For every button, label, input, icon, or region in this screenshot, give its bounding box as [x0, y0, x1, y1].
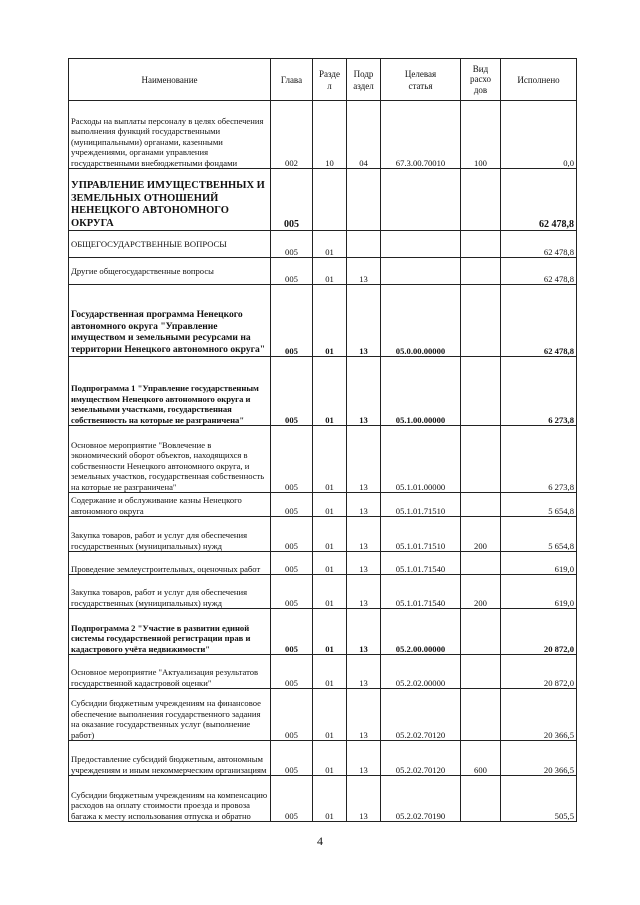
row-subsection: 13	[347, 609, 381, 655]
row-type	[461, 357, 501, 426]
row-section: 01	[313, 426, 347, 493]
row-type	[461, 426, 501, 493]
page-number: 4	[317, 834, 323, 848]
row-type	[461, 285, 501, 357]
row-chapter: 005	[271, 517, 313, 552]
table-row	[69, 493, 577, 517]
row-subsection: 13	[347, 517, 381, 552]
row-executed: 6 273,8	[501, 426, 577, 493]
row-subsection: 13	[347, 552, 381, 575]
row-type	[461, 689, 501, 741]
row-chapter: 005	[271, 655, 313, 689]
row-section: 10	[313, 101, 347, 169]
table-row	[69, 776, 577, 822]
row-name: Субсидии бюджетным учреждениям на компенсацию расходов на оплату стоимости проезда и провоза багажа к месту использования отпуска и обратно	[69, 776, 271, 822]
row-executed: 62 478,8	[501, 258, 577, 285]
row-executed: 20 872,0	[501, 655, 577, 689]
row-executed: 62 478,8	[501, 169, 577, 231]
row-name: Закупка товаров, работ и услуг для обеспечения государственных (муниципальных) нужд	[69, 575, 271, 609]
row-section: 01	[313, 575, 347, 609]
row-executed: 0,0	[501, 101, 577, 169]
row-section	[313, 169, 347, 231]
table-row	[69, 575, 577, 609]
row-executed: 5 654,8	[501, 517, 577, 552]
row-target: 05.2.02.70120	[381, 741, 461, 776]
row-chapter: 005	[271, 169, 313, 231]
table-row	[69, 169, 577, 231]
row-chapter: 005	[271, 357, 313, 426]
row-target: 05.2.02.00000	[381, 655, 461, 689]
row-target: 05.1.01.00000	[381, 426, 461, 493]
row-type	[461, 609, 501, 655]
table-row	[69, 426, 577, 493]
row-chapter: 005	[271, 493, 313, 517]
row-target	[381, 231, 461, 258]
row-subsection: 13	[347, 689, 381, 741]
row-executed: 20 366,5	[501, 689, 577, 741]
row-name: Основное мероприятие "Вовлечение в экономический оборот объектов, находящихся в собственности Ненецкого автономного округа, и земельных участков, государственная собственность на которые не разграничена"	[69, 426, 271, 493]
row-type	[461, 552, 501, 575]
table-row	[69, 655, 577, 689]
row-subsection: 13	[347, 426, 381, 493]
row-section: 01	[313, 285, 347, 357]
row-executed: 6 273,8	[501, 357, 577, 426]
row-type	[461, 258, 501, 285]
row-name: Расходы на выплаты персоналу в целях обеспечения выполнения функций государственными (муниципальными) органами, казенными учреждениями, органами управления государственными внебюджетными фондами	[69, 101, 271, 169]
row-section: 01	[313, 258, 347, 285]
row-executed: 20 366,5	[501, 741, 577, 776]
row-chapter: 002	[271, 101, 313, 169]
row-target	[381, 169, 461, 231]
row-executed: 20 872,0	[501, 609, 577, 655]
row-name: Подпрограмма 2 "Участие в развитии единой системы государственной регистрации прав и кадастрового учёта недвижимости"	[69, 609, 271, 655]
table-row	[69, 517, 577, 552]
row-subsection: 13	[347, 357, 381, 426]
row-executed: 5 654,8	[501, 493, 577, 517]
row-subsection: 13	[347, 258, 381, 285]
row-subsection: 13	[347, 285, 381, 357]
row-section: 01	[313, 357, 347, 426]
row-chapter: 005	[271, 776, 313, 822]
row-target: 05.2.00.00000	[381, 609, 461, 655]
row-name: УПРАВЛЕНИЕ ИМУЩЕСТВЕННЫХ И ЗЕМЕЛЬНЫХ ОТНОШЕНИЙ НЕНЕЦКОГО АВТОНОМНОГО ОКРУГА	[69, 169, 271, 231]
row-section: 01	[313, 609, 347, 655]
row-section: 01	[313, 231, 347, 258]
row-name: Закупка товаров, работ и услуг для обеспечения государственных (муниципальных) нужд	[69, 517, 271, 552]
row-target: 67.3.00.70010	[381, 101, 461, 169]
row-executed: 62 478,8	[501, 231, 577, 258]
row-subsection: 13	[347, 776, 381, 822]
row-target: 05.1.01.71510	[381, 493, 461, 517]
row-name: Содержание и обслуживание казны Ненецкого автономного округа	[69, 493, 271, 517]
table-row	[69, 231, 577, 258]
table-row	[69, 101, 577, 169]
row-target: 05.1.00.00000	[381, 357, 461, 426]
row-section: 01	[313, 776, 347, 822]
row-name: ОБЩЕГОСУДАРСТВЕННЫЕ ВОПРОСЫ	[69, 231, 271, 258]
row-chapter: 005	[271, 741, 313, 776]
row-section: 01	[313, 552, 347, 575]
row-name: Государственная программа Ненецкого автономного округа "Управление имуществом и земельными ресурсами на территории Ненецкого автономного округа"	[69, 285, 271, 357]
row-type: 600	[461, 741, 501, 776]
table-row	[69, 285, 577, 357]
row-section: 01	[313, 655, 347, 689]
row-target: 05.2.02.70190	[381, 776, 461, 822]
row-name: Субсидии бюджетным учреждениям на финансовое обеспечение выполнения государственного задания на оказание государственных услуг (выполнение работ)	[69, 689, 271, 741]
row-type	[461, 231, 501, 258]
table-row	[69, 609, 577, 655]
row-name: Основное мероприятие "Актуализация результатов государственной кадастровой оценки"	[69, 655, 271, 689]
row-chapter: 005	[271, 426, 313, 493]
row-type: 200	[461, 517, 501, 552]
row-target: 05.1.01.71510	[381, 517, 461, 552]
row-chapter: 005	[271, 575, 313, 609]
table-row	[69, 258, 577, 285]
row-section: 01	[313, 689, 347, 741]
header-section: Разде л	[313, 59, 347, 101]
row-subsection: 13	[347, 493, 381, 517]
row-target	[381, 258, 461, 285]
row-chapter: 005	[271, 258, 313, 285]
row-chapter: 005	[271, 285, 313, 357]
row-name: Другие общегосударственные вопросы	[69, 258, 271, 285]
row-target: 05.2.02.70120	[381, 689, 461, 741]
row-executed: 619,0	[501, 575, 577, 609]
budget-table	[68, 58, 577, 822]
row-chapter: 005	[271, 552, 313, 575]
row-executed: 619,0	[501, 552, 577, 575]
row-target: 05.0.00.00000	[381, 285, 461, 357]
row-section: 01	[313, 517, 347, 552]
row-type	[461, 493, 501, 517]
header-executed: Исполнено	[501, 59, 577, 101]
row-subsection	[347, 231, 381, 258]
row-type: 200	[461, 575, 501, 609]
row-type: 100	[461, 101, 501, 169]
row-name: Предоставление субсидий бюджетным, автономным учреждениям и иным некоммерческим организациям	[69, 741, 271, 776]
header-row	[69, 59, 577, 101]
table-row	[69, 357, 577, 426]
header-target: Целевая статья	[381, 59, 461, 101]
table-row	[69, 552, 577, 575]
row-name: Подпрограмма 1 "Управление государственным имуществом Ненецкого автономного округа и земельными участками, государственная собственность на которые не разграничена"	[69, 357, 271, 426]
row-subsection: 13	[347, 575, 381, 609]
row-target: 05.1.01.71540	[381, 575, 461, 609]
row-chapter: 005	[271, 689, 313, 741]
row-subsection: 13	[347, 655, 381, 689]
header-subsection: Подр аздел	[347, 59, 381, 101]
row-type	[461, 169, 501, 231]
row-type	[461, 655, 501, 689]
row-chapter: 005	[271, 609, 313, 655]
header-chapter: Глава	[271, 59, 313, 101]
table-row	[69, 689, 577, 741]
row-chapter: 005	[271, 231, 313, 258]
row-target: 05.1.01.71540	[381, 552, 461, 575]
row-section: 01	[313, 493, 347, 517]
row-executed: 62 478,8	[501, 285, 577, 357]
header-name: Наименование	[69, 59, 271, 101]
row-name: Проведение землеустроительных, оценочных работ	[69, 552, 271, 575]
row-subsection: 13	[347, 741, 381, 776]
header-type: Вид расхо дов	[461, 59, 501, 101]
row-type	[461, 776, 501, 822]
row-section: 01	[313, 741, 347, 776]
table-row	[69, 741, 577, 776]
row-subsection	[347, 169, 381, 231]
row-executed: 505,5	[501, 776, 577, 822]
row-subsection: 04	[347, 101, 381, 169]
